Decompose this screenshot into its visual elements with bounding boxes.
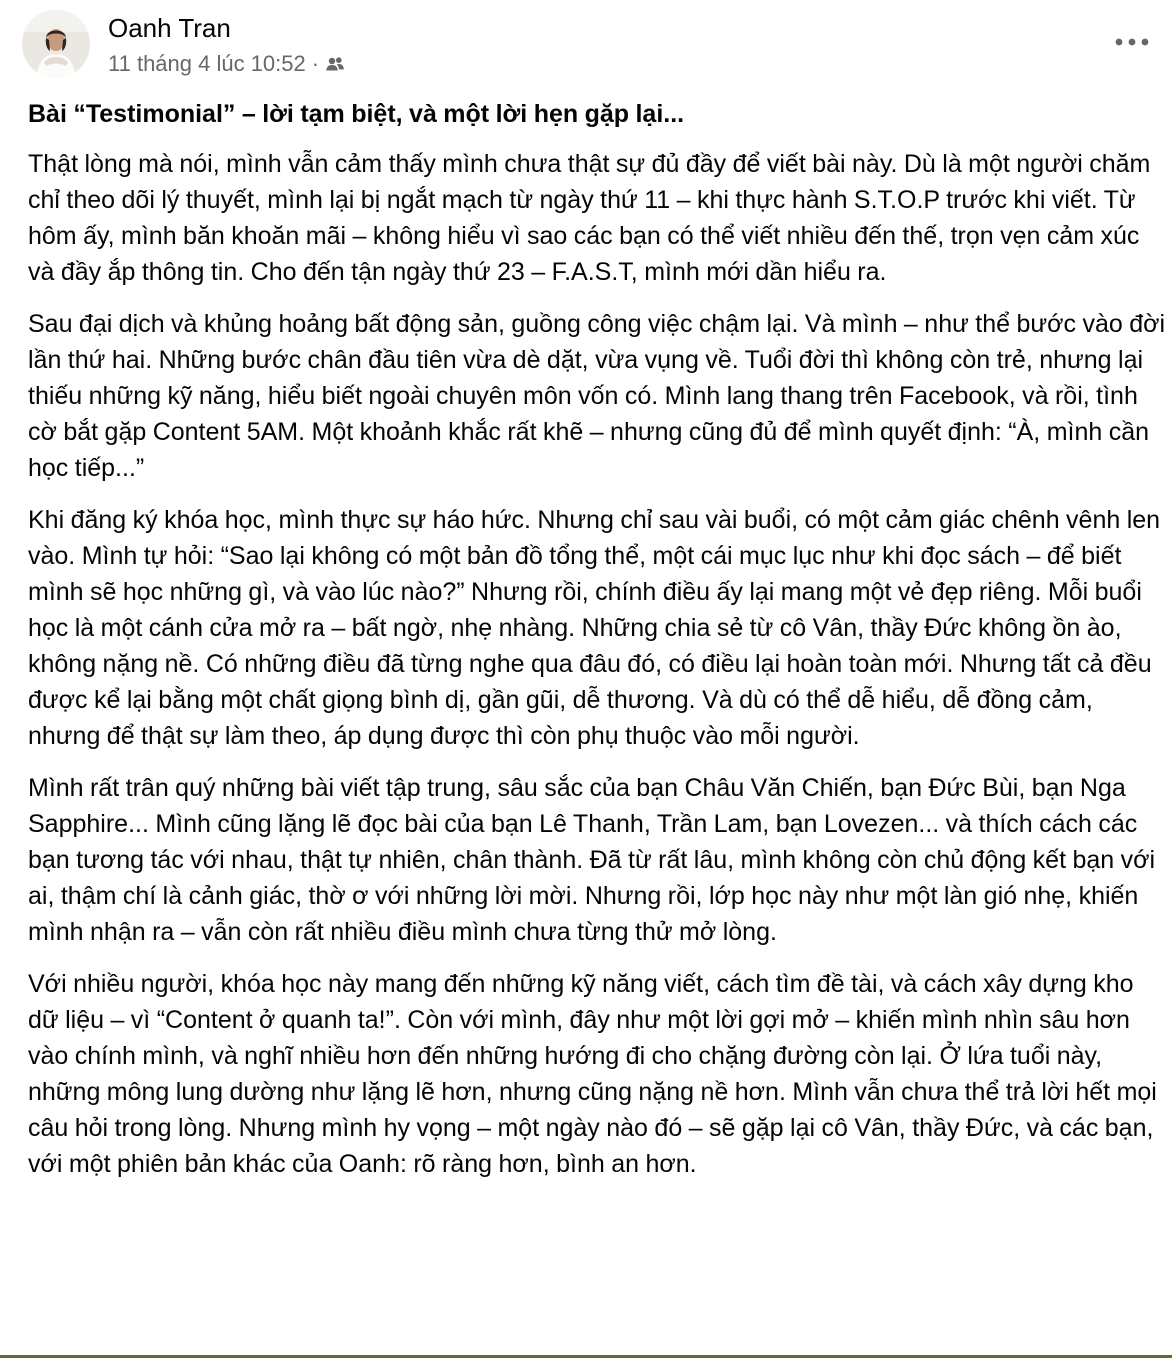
more-horizontal-icon xyxy=(1115,38,1149,46)
more-options-button[interactable] xyxy=(1112,28,1152,56)
post-header xyxy=(22,10,1152,86)
post-meta xyxy=(108,50,345,78)
friends-icon[interactable] xyxy=(325,54,345,74)
avatar[interactable] xyxy=(22,10,90,78)
post-paragraph: Thật lòng mà nói, mình vẫn cảm thấy mình chưa thật sự đủ đầy để viết bài này. Dù là một người chăm chỉ theo dõi lý thuyết, mình lại bị ngắt mạch từ ngày thứ 11 – khi thực hành S.T.O.P trước khi viết. Từ hôm ấy, mình băn khoăn mãi – không hiểu vì sao các bạn có thể viết nhiều đến thế, trọn vẹn cảm xúc và đầy ắp thông tin. Cho đến tận ngày thứ 23 – F.A.S.T, mình mới dần hiểu ra. xyxy=(28,150,1151,286)
avatar-photo-icon xyxy=(22,10,90,78)
post-timestamp[interactable]: 11 tháng 4 lúc 10:52 xyxy=(108,51,306,76)
post-title: Bài “Testimonial” – lời tạm biệt, và một lời hẹn gặp lại... xyxy=(28,100,685,128)
meta-separator: · xyxy=(311,51,320,76)
post-paragraph: Sau đại dịch và khủng hoảng bất động sản, guồng công việc chậm lại. Và mình – như thể bước vào đời lần thứ hai. Những bước chân đầu tiên vừa dè dặt, vừa vụng về. Tuổi đời thì không còn trẻ, nhưng lại thiếu những kỹ năng, hiểu biết ngoài chuyên môn vốn có. Mình lang thang trên Facebook, và rồi, tình cờ bắt gặp Content 5AM. Một khoảnh khắc rất khẽ – nhưng cũng đủ để mình quyết định: “À, mình cần học tiếp...” xyxy=(28,310,1166,482)
post-paragraph: Mình rất trân quý những bài viết tập trung, sâu sắc của bạn Châu Văn Chiến, bạn Đức Bùi, bạn Nga Sapphire... Mình cũng lặng lẽ đọc bài của bạn Lê Thanh, Trần Lam, bạn Lovezen... và thích cách các bạn tương tác với nhau, thật tự nhiên, chân thành. Đã từ rất lâu, mình không còn chủ động kết bạn với ai, thậm chí là cảnh giác, thờ ơ với những lời mời. Nhưng rồi, lớp học này như một làn gió nhẹ, khiến mình nhận ra – vẫn còn rất nhiều điều mình chưa từng thử mở lòng. xyxy=(28,774,1156,946)
author-name[interactable]: Oanh Tran xyxy=(108,13,231,43)
post-content xyxy=(28,96,1168,1198)
post-paragraph: Khi đăng ký khóa học, mình thực sự háo hức. Nhưng chỉ sau vài buổi, có một cảm giác chênh vênh len vào. Mình tự hỏi: “Sao lại không có một bản đồ tổng thể, một cái mục lục như khi đọc sách – để biết mình sẽ học những gì, và vào lúc nào?” Nhưng rồi, chính điều ấy lại mang một vẻ đẹp riêng. Mỗi buổi học là một cánh cửa mở ra – bất ngờ, nhẹ nhàng. Những chia sẻ từ cô Vân, thầy Đức không ồn ào, không nặng nề. Có những điều đã từng nghe qua đâu đó, có điều lại hoàn toàn mới. Nhưng tất cả đều được kể lại bằng một chất giọng bình dị, gần gũi, dễ thương. Và dù có thể dễ hiểu, dễ đồng cảm, nhưng để thật sự làm theo, áp dụng được thì còn phụ thuộc vào mỗi người. xyxy=(28,506,1161,750)
post-paragraph: Với nhiều người, khóa học này mang đến những kỹ năng viết, cách tìm đề tài, và cách xây dựng kho dữ liệu – vì “Content ở quanh ta!”. Còn với mình, đây như một lời gợi mở – khiến mình nhìn sâu hơn vào chính mình, và nghĩ nhiều hơn đến những hướng đi cho chặng đường còn lại. Ở lứa tuổi này, những mông lung dường như lặng lẽ hơn, nhưng cũng nặng nề hơn. Mình vẫn chưa thể trả lời hết mọi câu hỏi trong lòng. Nhưng mình hy vọng – một ngày nào đó – sẽ gặp lại cô Vân, thầy Đức, và các bạn, với một phiên bản khác của Oanh: rõ ràng hơn, bình an hơn. xyxy=(28,970,1157,1178)
